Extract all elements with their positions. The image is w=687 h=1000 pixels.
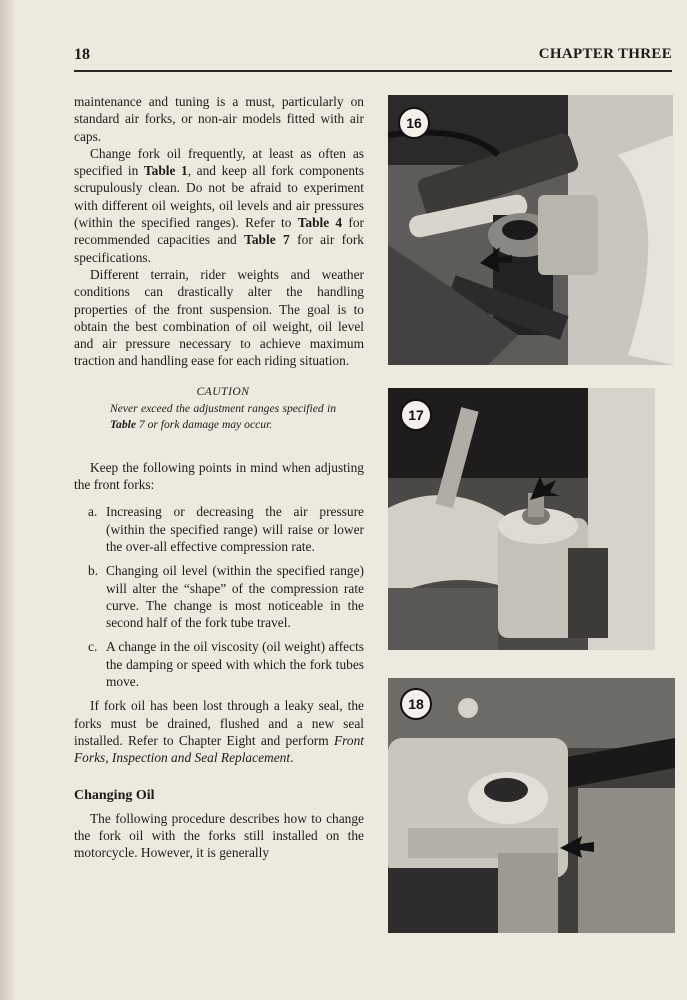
- figure-18-badge: 18: [400, 688, 432, 720]
- paragraph-2-text-b: , and keep all fork components scrupulously clean. Do not be afraid to experiment with different oil weights, oil levels and air pressures (within the specified ranges). Refer to: [74, 163, 364, 231]
- figure-17-badge: 17: [400, 399, 432, 431]
- paragraph-6: The following procedure describes how to change the fork oil with the forks still installed on the motorcycle. However, it is generally: [74, 810, 364, 861]
- caution-text-a: Never exceed the adjustment ranges specified in: [110, 401, 336, 415]
- list-item-text: A change in the oil viscosity (oil weight) affects the damping or speed with which the fork tubes move.: [106, 639, 364, 690]
- paragraph-5-text-a: If fork oil has been lost through a leaky seal, the forks must be drained, flushed and a new seal installed. Refer to Chapter Eight and perform: [74, 698, 364, 748]
- table-4-ref: Table 4: [297, 215, 343, 231]
- list-item-text: Increasing or decreasing the air pressure (within the specified range) will raise or lower the over-all effective compression rate.: [106, 504, 364, 554]
- list-item: [74, 503, 364, 555]
- paragraph-5: [74, 697, 364, 766]
- caution-title: CAUTION: [196, 384, 250, 398]
- fork-top-photo-17: [388, 388, 655, 650]
- figure-16-photo: [388, 95, 673, 365]
- adjustment-list: [74, 503, 364, 690]
- paragraph-5-text-b: .: [290, 750, 294, 766]
- caution-table-ref: Table: [110, 417, 136, 431]
- figure-17-photo: [388, 388, 655, 650]
- header-rule: [74, 70, 672, 72]
- table-7-ref: Table 7: [244, 232, 290, 248]
- paragraph-1: maintenance and tuning is a must, particularly on standard air forks, or non-air models fitted with air caps.: [74, 94, 364, 144]
- chapter-title: CHAPTER THREE: [538, 46, 672, 62]
- list-marker: b.: [88, 563, 99, 579]
- paragraph-3: Different terrain, rider weights and weather conditions can drastically alter the handling properties of the front suspension. The goal is to obtain the best combination of oil weight, oil level and air pressure necessary to achieve maximum traction and handling ease for each riding situation.: [74, 266, 364, 369]
- paragraph-2-text-a: Change fork oil frequently, at least as often as specified in: [74, 145, 364, 179]
- page-header: [74, 46, 672, 68]
- list-item: [74, 638, 364, 690]
- list-marker: c.: [88, 639, 98, 655]
- page-binding-edge: [0, 0, 14, 1000]
- list-marker: a.: [88, 504, 98, 520]
- caution-text: [110, 401, 336, 433]
- caution-text-b: 7 or fork damage may occur.: [135, 417, 273, 431]
- list-item-text: Changing oil level (within the specified range) will alter the “shape” of the compression rate curve. The change is most noticeable in the second half of the fork tube travel.: [106, 563, 364, 631]
- section-ref: Front Forks, Inspection and Seal Replacement: [74, 732, 364, 766]
- fork-top-photo-16: [388, 95, 673, 365]
- paragraph-2-text-d: for air fork specifications.: [74, 232, 364, 265]
- fork-clamp-photo-18: [388, 678, 675, 933]
- paragraph-4: Keep the following points in mind when adjusting the front forks:: [74, 459, 364, 493]
- caution-block: [110, 384, 336, 433]
- figure-16-badge: 16: [398, 107, 430, 139]
- paragraph-2: [74, 145, 364, 266]
- list-item: [74, 562, 364, 631]
- table-1-ref: Table 1: [143, 163, 188, 179]
- text-column: [74, 93, 364, 862]
- figure-18-photo: [388, 678, 675, 933]
- paragraph-2-text-c: for recommended capacities and: [74, 215, 364, 248]
- section-heading: Changing Oil: [74, 787, 155, 803]
- page-number: 18: [74, 46, 90, 63]
